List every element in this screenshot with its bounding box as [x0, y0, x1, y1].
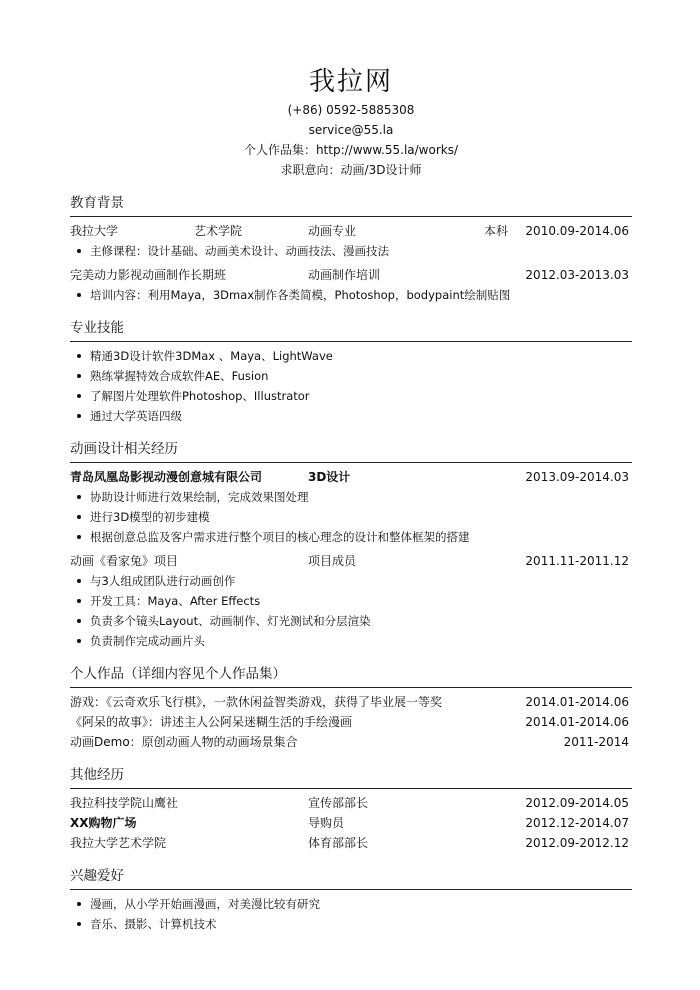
hobbies-section — [70, 867, 632, 934]
section-title: 专业技能 — [70, 319, 632, 342]
organization-name: XX购物广场 — [70, 816, 137, 830]
list-item: 负责多个镜头Layout、动画制作、灯光测试和分层渲染 — [70, 611, 632, 631]
work-entry — [70, 732, 632, 752]
degree-name: 本科 — [484, 224, 509, 238]
experience-entry — [70, 551, 632, 571]
email-address: service@55.la — [308, 123, 394, 137]
work-description: 动画Demo：原创动画人物的动画场景集合 — [70, 735, 298, 749]
section-title: 教育背景 — [70, 194, 632, 217]
date-range: 2010.09-2014.06 — [525, 224, 629, 238]
list-item: 熟练掌握特效合成软件AE、Fusion — [70, 366, 632, 386]
list-item: 音乐、摄影、计算机技术 — [70, 914, 632, 934]
section-title: 动画设计相关经历 — [70, 440, 632, 463]
role-name: 导购员 — [308, 816, 345, 830]
experience-section — [70, 440, 632, 651]
list-item: 协助设计师进行效果绘制，完成效果图处理 — [70, 487, 632, 507]
list-item: 开发工具：Maya、After Effects — [70, 591, 632, 611]
date-range: 2011-2014 — [563, 735, 629, 749]
list-item: 了解图片处理软件Photoshop、Illustrator — [70, 386, 632, 406]
education-section — [70, 194, 632, 305]
list-item: 根据创意总监及客户需求进行整个项目的核心理念的设计和整体框架的搭建 — [70, 527, 632, 547]
list-item: 漫画，从小学开始画漫画，对美漫比较有研究 — [70, 894, 632, 914]
portfolio-link[interactable]: 个人作品集：http://www.55.la/works/ — [243, 143, 459, 157]
role-name: 宣传部部长 — [308, 796, 369, 810]
list-item: 培训内容：利用Maya，3Dmax制作各类简模，Photoshop，bodypaint绘制贴图 — [70, 285, 632, 305]
other-entry — [70, 793, 632, 813]
education-entry — [70, 221, 632, 241]
role-name: 3D设计 — [308, 470, 351, 484]
skills-section — [70, 319, 632, 426]
organization-name: 我拉大学艺术学院 — [70, 836, 167, 850]
date-range: 2012.12-2014.07 — [525, 816, 629, 830]
other-experience-section — [70, 766, 632, 853]
major-name: 动画制作培训 — [308, 268, 381, 282]
role-name: 体育部部长 — [308, 836, 369, 850]
resume-page — [70, 0, 632, 934]
section-title: 其他经历 — [70, 766, 632, 789]
list-item: 负责制作完成动画片头 — [70, 631, 632, 651]
other-entry — [70, 833, 632, 853]
work-description: 《阿呆的故事》：讲述主人公阿呆迷糊生活的手绘漫画 — [70, 715, 353, 729]
list-item: 精通3D设计软件3DMax 、Maya、LightWave — [70, 346, 632, 366]
date-range: 2012.09-2012.12 — [525, 836, 629, 850]
date-range: 2011.11-2011.12 — [525, 554, 629, 568]
role-name: 项目成员 — [308, 554, 357, 568]
works-section — [70, 665, 632, 752]
resume-header — [70, 66, 632, 180]
work-entry — [70, 712, 632, 732]
school-name: 完美动力影视动画制作长期班 — [70, 268, 227, 282]
candidate-name: 我拉网 — [308, 67, 393, 97]
organization-name: 青岛凤凰岛影视动漫创意城有限公司 — [70, 470, 263, 484]
list-item: 主修课程：设计基础、动画美术设计、动画技法、漫画技法 — [70, 241, 632, 261]
section-title: 个人作品（详细内容见个人作品集） — [70, 665, 632, 688]
date-range: 2012.09-2014.05 — [525, 796, 629, 810]
major-name: 动画专业 — [308, 224, 357, 238]
list-item: 通过大学英语四级 — [70, 406, 632, 426]
date-range: 2012.03-2013.03 — [525, 268, 629, 282]
work-entry — [70, 692, 632, 712]
list-item: 进行3D模型的初步建模 — [70, 507, 632, 527]
college-name: 艺术学院 — [194, 224, 243, 238]
date-range: 2014.01-2014.06 — [525, 695, 629, 709]
organization-name: 动画《看家兔》项目 — [70, 554, 179, 568]
organization-name: 我拉科技学院山鹰社 — [70, 796, 179, 810]
work-description: 游戏：《云奇欢乐飞行棋》，一款休闲益智类游戏，获得了毕业展一等奖 — [70, 695, 443, 709]
other-entry — [70, 813, 632, 833]
list-item: 与3人组成团队进行动画创作 — [70, 571, 632, 591]
phone-number: (+86) 0592-5885308 — [287, 103, 415, 117]
job-objective: 求职意向：动画/3D设计师 — [280, 163, 422, 177]
section-title: 兴趣爱好 — [70, 867, 632, 890]
experience-entry — [70, 467, 632, 487]
date-range: 2013.09-2014.03 — [525, 470, 629, 484]
education-entry — [70, 265, 632, 285]
school-name: 我拉大学 — [70, 224, 119, 238]
date-range: 2014.01-2014.06 — [525, 715, 629, 729]
